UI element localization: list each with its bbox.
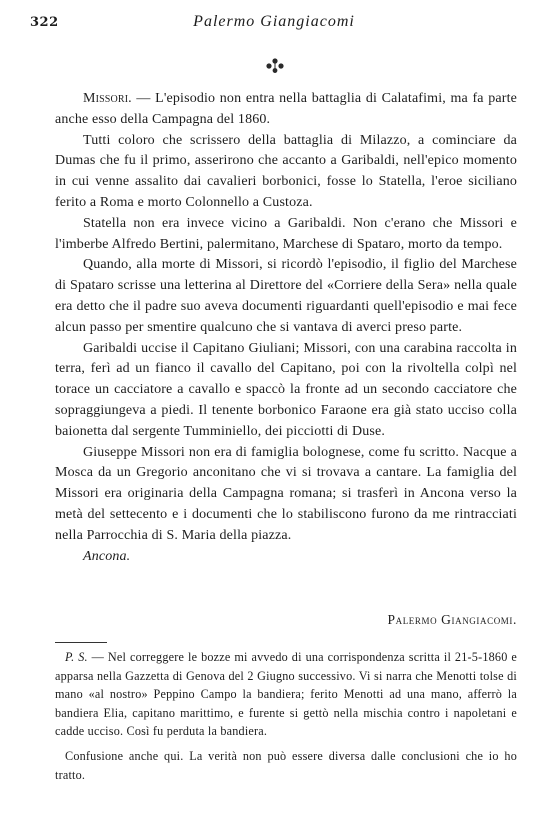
footnote-paragraph-2: Confusione anche qui. La verità non può essere diversa dalle conclusioni che io ho tratto. [55,748,517,782]
paragraph-text: — L'episodio non entra nella battaglia di Calatafimi, ma fa parte anche esso della Campagna del 1860. [55,91,517,127]
fleuron-icon [0,58,550,78]
running-head: Palermo Giangiacomi [193,13,355,30]
article-body [55,89,517,567]
author-signature: Palermo Giangiacomi. [387,612,517,627]
footnote-label: P. S. [65,650,88,664]
paragraph-5: Garibaldi uccise il Capitano Giuliani; Missori, con una carabina raccolta in terra, ferì ad un fianco il cavallo del Capitano, poi con la rivoltella colpì nel torace un cacciatore a cavallo e spaccò la fronte ad un secondo cacciatore che sopraggiungeva a piedi. Il tenente borbonico Faraone era già stato ucciso colla baionetta dal sergente Tumminiello, dei picciotti di Duse. [55,340,517,439]
paragraph-6: Giuseppe Missori non era di famiglia bolognese, come fu scritto. Nacque a Mosca da un Gregorio anconitano che vi si trovava a cantare. La famiglia del Missori era originaria della Campagna romana; si trasferì in Ancona verso la metà del settecento e i documenti che lo stabiliscono furono da me rintracciati nella Parrocchia di S. Maria della piazza. [55,444,517,543]
paragraph-2: Tutti coloro che scrissero della battaglia di Milazzo, a cominciare da Dumas che fu il primo, asserirono che accanto a Garibaldi, nell'epico momento in cui venne assalito dai cavalieri borbonici, fosse lo Statella, l'eroe siciliano ferito a Roma e morto Colonnello a Custoza. [55,132,517,210]
page-number: 322 [30,15,59,30]
place-name: Ancona. [83,548,131,564]
footnote-text: — Nel correggere le bozze mi avvedo di una corrispondenza scritta il 21-5-1860 e apparsa nella Gazzetta di Genova del 2 Giugno successivo. Vi si narra che Menotti tolse di mano «al nostro» Peppino Campo la bandiera; ferito Menotti ad una mano, afferrò la bandiera Elia, capitano marittimo, e furente si gettò nella mischia contro i napoletani e cadde ucciso. Così fu perduta la bandiera. [55,650,517,739]
paragraph-4: Quando, alla morte di Missori, si ricordò l'episodio, il figlio del Marchese di Spataro scrisse una letterina al Direttore del «Corriere della Sera» nella quale era detto che il padre suo aveva documenti riguardanti quell'episodio e mai fece alcun passo per smentire qualcuno che si vantava di averci preso parte. [55,257,517,335]
paragraph-3: Statella non era invece vicino a Garibaldi. Non c'erano che Missori e l'imberbe Alfredo Bertini, palermitano, Marchese di Spataro, morto da tempo. [55,215,517,252]
paragraph-lead: Missori. [83,91,132,106]
footnote [55,648,517,784]
footnote-paragraph-1 [55,648,517,741]
footnote-divider [55,642,107,643]
page-header [30,13,518,35]
paragraph-1 [55,89,517,131]
